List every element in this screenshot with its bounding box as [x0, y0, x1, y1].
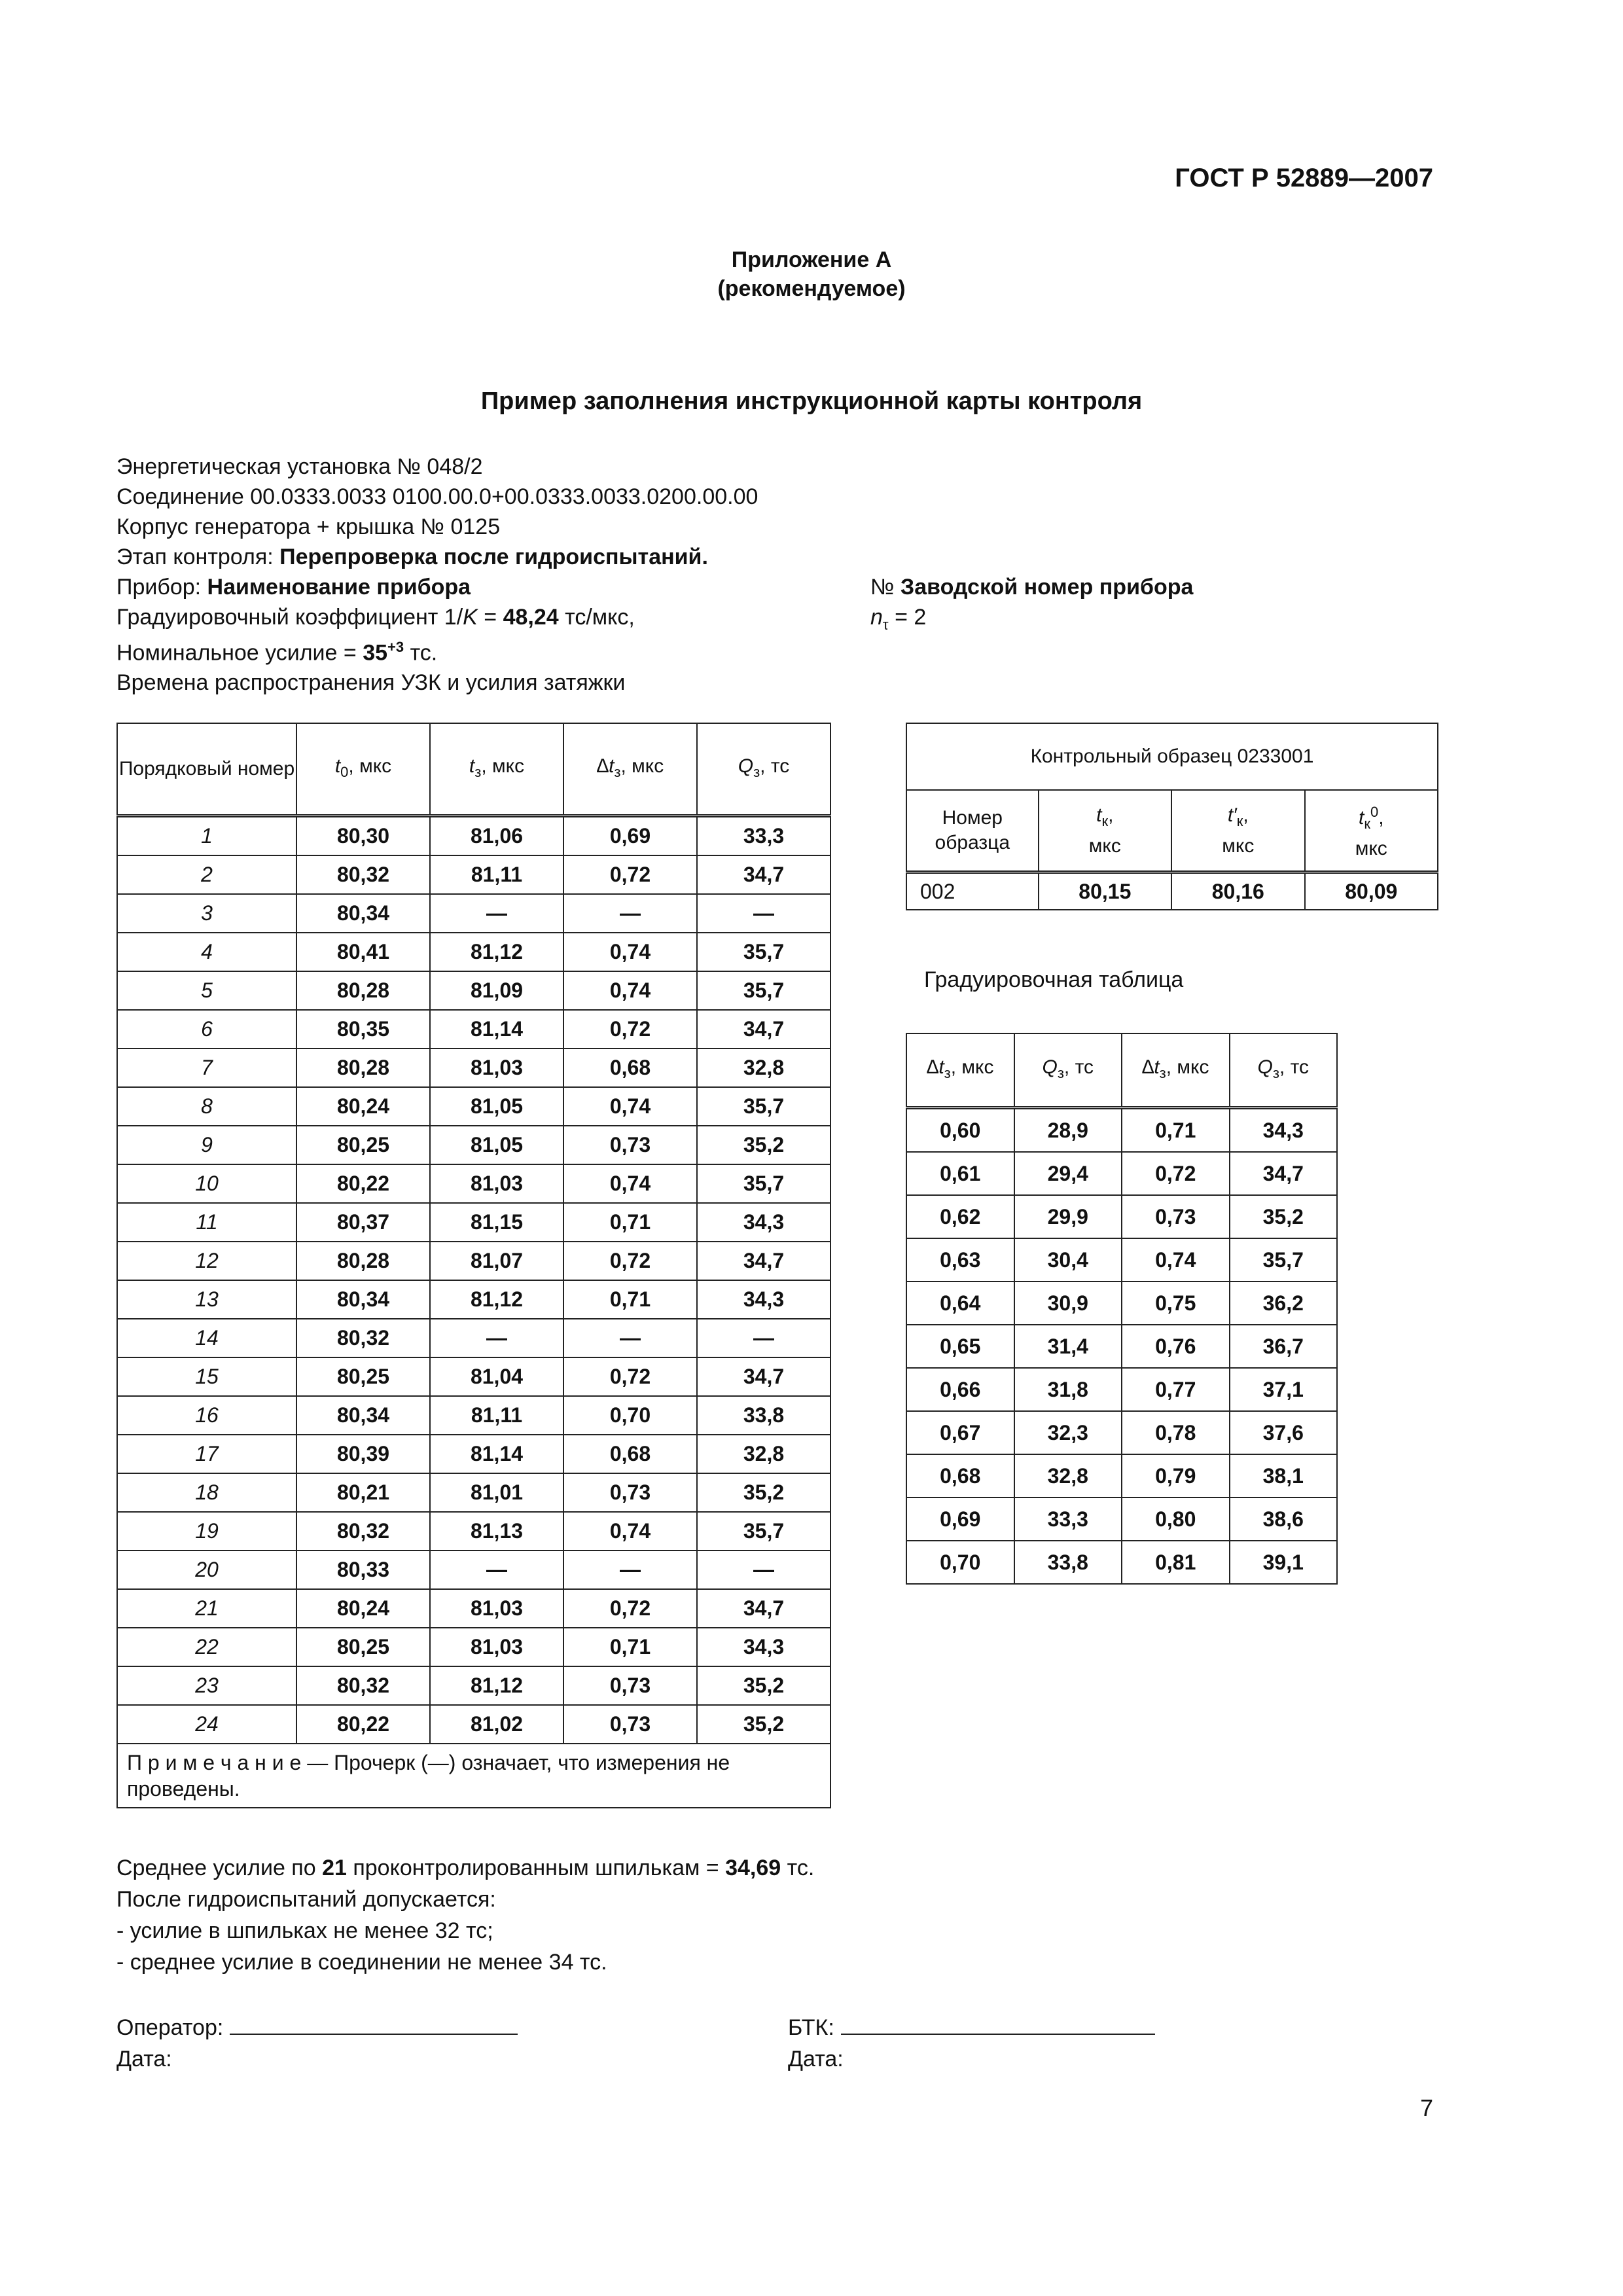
- table-row: [117, 1010, 830, 1049]
- cell: 0,74: [563, 1087, 697, 1126]
- cell: 30,9: [1014, 1282, 1122, 1325]
- cell: 0,60: [906, 1108, 1014, 1153]
- cell: 33,8: [697, 1396, 830, 1435]
- cell: 39,1: [1230, 1541, 1338, 1584]
- operator-signature: [116, 2012, 518, 2075]
- info-line: [116, 602, 758, 632]
- cell: 35,2: [697, 1705, 830, 1744]
- cell: 13: [117, 1280, 296, 1319]
- cell: 20: [117, 1551, 296, 1589]
- value: Наименование прибора: [207, 575, 471, 600]
- cell: 81,03: [430, 1589, 563, 1628]
- table-row: [117, 1319, 830, 1357]
- calibration-caption: Градуировочная таблица: [924, 967, 1184, 992]
- cell: 0,72: [563, 1589, 697, 1628]
- cell: 80,33: [296, 1551, 430, 1589]
- cell: 35,7: [697, 933, 830, 971]
- average-force-line: Среднее усилие по 21 проконтролированным шпилькам = 34,69 тс.: [116, 1856, 815, 1880]
- cell: 3: [117, 894, 296, 933]
- cell: 80,32: [296, 1512, 430, 1551]
- cell: 0,73: [563, 1705, 697, 1744]
- cell: 0,72: [563, 1242, 697, 1280]
- cell: 22: [117, 1628, 296, 1666]
- document-code: ГОСТ Р 52889—2007: [1175, 164, 1433, 192]
- cell: 23: [117, 1666, 296, 1705]
- cell: 80,15: [1039, 872, 1171, 910]
- label: =: [477, 605, 503, 630]
- col-t0: $t_0$, мкс: [296, 723, 430, 816]
- cell: 80,32: [296, 1666, 430, 1705]
- info-line: [116, 632, 758, 668]
- cell: —: [697, 1319, 830, 1357]
- label: Номинальное усилие =: [116, 640, 363, 666]
- cell: 0,73: [563, 1666, 697, 1705]
- symbol: n: [870, 605, 883, 630]
- control-title: Контрольный образец 0233001: [906, 723, 1438, 790]
- table-row: [117, 1473, 830, 1512]
- cell: 34,7: [697, 1010, 830, 1049]
- cell: 9: [117, 1126, 296, 1164]
- signature-line[interactable]: [841, 2014, 1155, 2035]
- cell: 0,63: [906, 1238, 1014, 1282]
- cell: 35,7: [697, 1164, 830, 1203]
- cell: 0,71: [563, 1203, 697, 1242]
- table-row: [906, 1108, 1337, 1153]
- cell: 0,78: [1122, 1411, 1230, 1454]
- cell: 12: [117, 1242, 296, 1280]
- cell: —: [563, 1319, 697, 1357]
- table-row: [906, 872, 1438, 910]
- cell: 81,11: [430, 855, 563, 894]
- appendix-title: Приложение А: [731, 247, 892, 272]
- cell: 0,74: [563, 1512, 697, 1551]
- col-order: Порядковый номер: [117, 723, 296, 816]
- cell: 0,80: [1122, 1498, 1230, 1541]
- cell: 35,7: [697, 1512, 830, 1551]
- cell: 0,68: [563, 1435, 697, 1473]
- info-line: Соединение 00.0333.0033 0100.00.0+00.0333.0033.0200.00.00: [116, 484, 758, 509]
- table-row: [117, 855, 830, 894]
- table-row: [906, 1454, 1337, 1498]
- page-number: 7: [1419, 2094, 1433, 2121]
- label: №: [870, 575, 901, 600]
- cell: 32,3: [1014, 1411, 1122, 1454]
- cell: 11: [117, 1203, 296, 1242]
- cell: 0,65: [906, 1325, 1014, 1368]
- info-line: Корпус генератора + крышка № 0125: [116, 514, 501, 539]
- cell: 0,71: [563, 1280, 697, 1319]
- cell: —: [697, 894, 830, 933]
- cell: 81,05: [430, 1126, 563, 1164]
- cell: 80,24: [296, 1589, 430, 1628]
- col-tk-prime: $t'_к$, мкс: [1171, 790, 1304, 872]
- cell: 0,71: [1122, 1108, 1230, 1153]
- cell: 81,03: [430, 1628, 563, 1666]
- cell: 81,12: [430, 1280, 563, 1319]
- cell: 33,3: [697, 816, 830, 856]
- table-note: [117, 1744, 830, 1808]
- cell: 80,28: [296, 1049, 430, 1087]
- info-line: Времена распространения УЗК и усилия затяжки: [116, 670, 626, 696]
- col-sample-number: Номер образца: [906, 790, 1039, 872]
- table-row: [117, 1512, 830, 1551]
- cell: 7: [117, 1049, 296, 1087]
- cell: 32,8: [1014, 1454, 1122, 1498]
- cell: 0,72: [563, 1010, 697, 1049]
- cell: 81,15: [430, 1203, 563, 1242]
- cell: 80,39: [296, 1435, 430, 1473]
- table-row: [117, 1126, 830, 1164]
- note-text: — Прочерк (—) означает, что измерения не проведены.: [127, 1751, 730, 1801]
- cell: 35,7: [1230, 1238, 1338, 1282]
- cell: 80,21: [296, 1473, 430, 1512]
- calibration-table: [906, 1033, 1338, 1585]
- cell: 81,05: [430, 1087, 563, 1126]
- cell: 81,01: [430, 1473, 563, 1512]
- cell: 35,2: [697, 1126, 830, 1164]
- cell: 81,14: [430, 1010, 563, 1049]
- cell: 0,73: [563, 1126, 697, 1164]
- cell: 0,66: [906, 1368, 1014, 1411]
- cell: 0,76: [1122, 1325, 1230, 1368]
- cell: 80,37: [296, 1203, 430, 1242]
- cell: 81,03: [430, 1049, 563, 1087]
- cell: 0,68: [563, 1049, 697, 1087]
- table-row: [906, 1368, 1337, 1411]
- cell: 80,16: [1171, 872, 1304, 910]
- cell: 81,04: [430, 1357, 563, 1396]
- tolerance: +3: [387, 639, 404, 655]
- cell: 34,7: [697, 1357, 830, 1396]
- cell: 81,09: [430, 971, 563, 1010]
- cell: 35,7: [697, 971, 830, 1010]
- cell: 35,2: [697, 1473, 830, 1512]
- info-line: Энергетическая установка № 048/2: [116, 454, 483, 479]
- value: 35: [363, 640, 388, 666]
- cell: 36,2: [1230, 1282, 1338, 1325]
- cell: 34,3: [697, 1280, 830, 1319]
- cell: 21: [117, 1589, 296, 1628]
- cell: 0,74: [1122, 1238, 1230, 1282]
- cell: 81,03: [430, 1164, 563, 1203]
- table-row: [117, 933, 830, 971]
- cell: 14: [117, 1319, 296, 1357]
- cell: 0,70: [906, 1541, 1014, 1584]
- cell: 80,25: [296, 1126, 430, 1164]
- btk-label: БТК:: [788, 2015, 834, 2040]
- cell: 0,62: [906, 1195, 1014, 1238]
- date-label: Дата:: [788, 2047, 844, 2072]
- table-row: [906, 1282, 1337, 1325]
- cell: 80,30: [296, 816, 430, 856]
- table-row: [117, 1589, 830, 1628]
- table-row: [906, 1152, 1337, 1195]
- cell: 0,77: [1122, 1368, 1230, 1411]
- cell: 81,06: [430, 816, 563, 856]
- col-dt: $\Delta t_з$, мкс: [906, 1033, 1014, 1108]
- cell: 0,74: [563, 933, 697, 971]
- cell: 81,02: [430, 1705, 563, 1744]
- cell: 0,74: [563, 1164, 697, 1203]
- cell: 80,25: [296, 1628, 430, 1666]
- signature-line[interactable]: [230, 2014, 518, 2035]
- cell: 17: [117, 1435, 296, 1473]
- label: Этап контроля:: [116, 545, 280, 569]
- cell: 34,3: [697, 1628, 830, 1666]
- cell: 10: [117, 1164, 296, 1203]
- cell: 80,22: [296, 1705, 430, 1744]
- cell: —: [563, 894, 697, 933]
- cell: 0,72: [563, 1357, 697, 1396]
- allowed-line: После гидроиспытаний допускается:: [116, 1887, 496, 1912]
- cell: 80,34: [296, 894, 430, 933]
- cell: 0,68: [906, 1454, 1014, 1498]
- cell: —: [697, 1551, 830, 1589]
- cell: 80,28: [296, 1242, 430, 1280]
- cell: 31,4: [1014, 1325, 1122, 1368]
- cell: 30,4: [1014, 1238, 1122, 1282]
- cell: 80,25: [296, 1357, 430, 1396]
- cell: 24: [117, 1705, 296, 1744]
- cell: 4: [117, 933, 296, 971]
- page-title: Пример заполнения инструкционной карты контроля: [480, 387, 1143, 415]
- cell: 0,67: [906, 1411, 1014, 1454]
- cell: 80,34: [296, 1396, 430, 1435]
- table-row: [117, 1164, 830, 1203]
- cell: 19: [117, 1512, 296, 1551]
- table-row: [117, 1203, 830, 1242]
- table-row: [906, 1498, 1337, 1541]
- cell: 0,64: [906, 1282, 1014, 1325]
- note-label: П р и м е ч а н и е: [127, 1751, 302, 1774]
- appendix-subtitle: (рекомендуемое): [717, 276, 906, 301]
- cell: 80,34: [296, 1280, 430, 1319]
- table-row: [906, 1238, 1337, 1282]
- col-tk: $t_к$, мкс: [1039, 790, 1171, 872]
- cell: 80,35: [296, 1010, 430, 1049]
- cell: 0,79: [1122, 1454, 1230, 1498]
- cell: 38,1: [1230, 1454, 1338, 1498]
- calibration-body: [906, 1108, 1337, 1585]
- unit: тс/мкс,: [558, 605, 635, 630]
- cell: —: [430, 894, 563, 933]
- cell: 28,9: [1014, 1108, 1122, 1153]
- cell: 81,12: [430, 1666, 563, 1705]
- cell: 81,07: [430, 1242, 563, 1280]
- col-tz: $t_з$, мкс: [430, 723, 563, 816]
- cell: 34,7: [697, 855, 830, 894]
- cell: 81,12: [430, 933, 563, 971]
- cell: 0,72: [1122, 1152, 1230, 1195]
- info-line: [116, 542, 758, 572]
- label: Градуировочный коэффициент 1/: [116, 605, 463, 630]
- cell: —: [430, 1551, 563, 1589]
- cell: 80,28: [296, 971, 430, 1010]
- summary-block: [116, 1852, 814, 1978]
- cell: 29,9: [1014, 1195, 1122, 1238]
- col-q: $Q_з$, тс: [697, 723, 830, 816]
- table-row: [117, 1280, 830, 1319]
- table-row: [906, 1195, 1337, 1238]
- cell: 002: [906, 872, 1039, 910]
- cell: 0,75: [1122, 1282, 1230, 1325]
- nt-line: [870, 602, 1193, 640]
- cell: 80,24: [296, 1087, 430, 1126]
- cell: —: [563, 1551, 697, 1589]
- cell: 6: [117, 1010, 296, 1049]
- col-q: $Q_з$, тс: [1014, 1033, 1122, 1108]
- cell: 35,2: [1230, 1195, 1338, 1238]
- cell: 1: [117, 816, 296, 856]
- cell: 0,72: [563, 855, 697, 894]
- cell: 0,71: [563, 1628, 697, 1666]
- info-line: [116, 572, 758, 602]
- cell: 34,7: [697, 1589, 830, 1628]
- cell: 0,74: [563, 971, 697, 1010]
- table-row: [117, 1435, 830, 1473]
- value: Перепроверка после гидроиспытаний.: [279, 545, 708, 569]
- requirement-item: - среднее усилие в соединении не менее 34 тс.: [116, 1950, 607, 1975]
- info-block-right: [870, 572, 1193, 640]
- col-q: $Q_з$, тс: [1230, 1033, 1338, 1108]
- cell: 81,13: [430, 1512, 563, 1551]
- cell: 34,7: [1230, 1152, 1338, 1195]
- table-row: [906, 1541, 1337, 1584]
- operator-label: Оператор:: [116, 2015, 224, 2040]
- measurements-body: [117, 816, 830, 1744]
- cell: 0,73: [563, 1473, 697, 1512]
- cell: 80,32: [296, 1319, 430, 1357]
- cell: 80,41: [296, 933, 430, 971]
- table-row: [117, 1357, 830, 1396]
- cell: 80,32: [296, 855, 430, 894]
- date-label: Дата:: [116, 2047, 172, 2072]
- subscript: τ: [882, 616, 889, 633]
- table-row: [117, 1666, 830, 1705]
- cell: 81,14: [430, 1435, 563, 1473]
- cell: 33,3: [1014, 1498, 1122, 1541]
- col-dt: $\Delta t_з$, мкс: [563, 723, 697, 816]
- table-row: [906, 1325, 1337, 1368]
- appendix-heading: [0, 245, 1623, 303]
- cell: 29,4: [1014, 1152, 1122, 1195]
- cell: 0,61: [906, 1152, 1014, 1195]
- serial-value: Заводской номер прибора: [900, 575, 1194, 600]
- table-row: [117, 971, 830, 1010]
- cell: 18: [117, 1473, 296, 1512]
- value: = 2: [888, 605, 927, 630]
- cell: 32,8: [697, 1049, 830, 1087]
- cell: 0,73: [1122, 1195, 1230, 1238]
- cell: 0,81: [1122, 1541, 1230, 1584]
- cell: 0,69: [906, 1498, 1014, 1541]
- cell: 38,6: [1230, 1498, 1338, 1541]
- cell: 35,2: [697, 1666, 830, 1705]
- table-row: [117, 1087, 830, 1126]
- cell: 34,7: [697, 1242, 830, 1280]
- cell: 35,7: [697, 1087, 830, 1126]
- info-block: [116, 452, 758, 698]
- cell: —: [430, 1319, 563, 1357]
- table-row: [906, 1411, 1337, 1454]
- cell: 33,8: [1014, 1541, 1122, 1584]
- cell: 34,3: [697, 1203, 830, 1242]
- cell: 80,09: [1305, 872, 1438, 910]
- cell: 37,6: [1230, 1411, 1338, 1454]
- measurements-table: [116, 723, 831, 1808]
- requirement-item: - усилие в шпильках не менее 32 тс;: [116, 1918, 493, 1943]
- cell: 0,70: [563, 1396, 697, 1435]
- cell: 31,8: [1014, 1368, 1122, 1411]
- value: 48,24: [503, 605, 559, 630]
- cell: 36,7: [1230, 1325, 1338, 1368]
- cell: 8: [117, 1087, 296, 1126]
- cell: 81,11: [430, 1396, 563, 1435]
- col-dt: $\Delta t_з$, мкс: [1122, 1033, 1230, 1108]
- unit: тс.: [404, 640, 438, 666]
- symbol: K: [463, 605, 478, 630]
- btk-signature: [788, 2012, 1155, 2075]
- col-tk0: $t_к^0$, мкс: [1305, 790, 1438, 872]
- cell: 16: [117, 1396, 296, 1435]
- table-row: [117, 816, 830, 856]
- label: Прибор:: [116, 575, 207, 600]
- cell: 37,1: [1230, 1368, 1338, 1411]
- table-row: [117, 1628, 830, 1666]
- table-row: [117, 1396, 830, 1435]
- cell: 0,69: [563, 816, 697, 856]
- cell: 80,22: [296, 1164, 430, 1203]
- table-row: [117, 1049, 830, 1087]
- cell: 2: [117, 855, 296, 894]
- table-row: [117, 1242, 830, 1280]
- control-sample-table: [906, 723, 1438, 910]
- table-row: [117, 1705, 830, 1744]
- cell: 34,3: [1230, 1108, 1338, 1153]
- table-row: [117, 894, 830, 933]
- cell: 5: [117, 971, 296, 1010]
- serial-line: [870, 572, 1193, 602]
- cell: 32,8: [697, 1435, 830, 1473]
- cell: 15: [117, 1357, 296, 1396]
- table-row: [117, 1551, 830, 1589]
